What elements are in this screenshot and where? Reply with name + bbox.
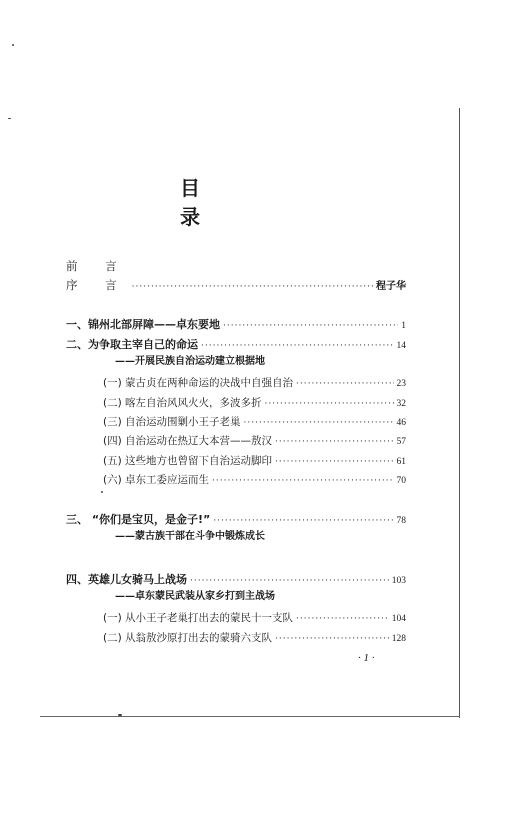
chapter-subtitle: ——卓东蒙民武装从家乡打到主战场: [115, 591, 275, 602]
toc-entry-chapter-2: [66, 337, 406, 353]
toc-entry-section: [103, 395, 406, 411]
scan-speck: [12, 44, 14, 46]
leader-dots: [201, 338, 394, 354]
page-title: 目 录: [180, 176, 234, 229]
toc-page: 103: [391, 576, 406, 586]
leader-dots: [275, 631, 389, 647]
toc-entry-preface: [66, 277, 406, 293]
leader-dots: [275, 454, 393, 470]
toc-entry-section: [103, 472, 406, 488]
page-number: · 1 ·: [358, 652, 375, 664]
toc-entry-section: [103, 375, 406, 391]
toc-page: 128: [391, 634, 406, 644]
toc-entry-section: [103, 630, 406, 646]
scan-speck: [101, 491, 103, 493]
chapter-subtitle: ——开展民族自治运动建立根据地: [115, 356, 265, 367]
toc-entry-section: [103, 433, 406, 449]
toc-page: 46: [396, 418, 406, 428]
leader-dots: [223, 318, 398, 334]
leader-dots: [212, 473, 393, 489]
toc-label: 二、为争取主宰自己的命运: [66, 338, 198, 351]
toc-label: (一) 蒙古贞在两种命运的决战中自强自治: [103, 377, 294, 389]
toc-entry-section: [103, 414, 406, 430]
toc-entry-section: [103, 453, 406, 469]
toc-label: (五) 这些地方也曾留下自治运动脚印: [103, 455, 273, 467]
toc-page: 70: [396, 476, 406, 486]
scan-speck: [8, 118, 11, 119]
toc-label: 前 言: [66, 259, 129, 273]
toc-entry-chapter-4: [66, 572, 406, 588]
toc-page: 23: [396, 379, 406, 389]
toc-label: (二) 喀左自治风风火火，多波多折: [103, 397, 262, 409]
scan-edge-vertical: [459, 108, 460, 718]
leader-dots: [296, 376, 393, 392]
toc-page: 14: [396, 341, 406, 351]
toc-label: (一) 从小王子老巢打出去的蒙民十一支队: [103, 612, 294, 624]
toc-page: 57: [396, 437, 406, 447]
toc-page: 1: [401, 321, 406, 331]
toc-entry-chapter-1: [66, 317, 406, 333]
toc-label: (三) 自治运动围剿小王子老巢: [103, 416, 241, 428]
toc-author: 程子华: [376, 281, 406, 292]
toc-label: 一、锦州北部屏障——卓东要地: [66, 318, 220, 331]
leader-dots: [265, 396, 394, 412]
leader-dots: [296, 611, 389, 627]
toc-label: 序 言: [66, 278, 129, 292]
toc-label: 三、 “你们是宝贝，是金子!”: [66, 513, 211, 526]
toc-entry-section: [103, 610, 406, 626]
toc-label: (四) 自治运动在热辽大本营——敖汉: [103, 435, 273, 447]
toc-label: (六) 卓东工委应运而生: [103, 474, 210, 486]
leader-dots: [275, 434, 393, 450]
toc-entry-foreword: [66, 258, 406, 274]
toc-label: 四、英雄儿女骑马上战场: [66, 573, 187, 586]
scan-edge-horizontal: [40, 716, 460, 717]
leader-dots: [190, 573, 389, 589]
toc-page: 61: [396, 457, 406, 467]
chapter-subtitle: ——蒙古族干部在斗争中锻炼成长: [115, 531, 265, 542]
leader-dots: [244, 415, 394, 431]
toc-page: 32: [396, 399, 406, 409]
toc-label: (二) 从翁敖沙原打出去的蒙骑六支队: [103, 632, 273, 644]
toc-page: 104: [391, 614, 406, 624]
leader-dots: [132, 279, 373, 295]
leader-dots: [213, 513, 393, 529]
scan-speck: [118, 714, 122, 716]
toc-page: 78: [396, 516, 406, 526]
toc-entry-chapter-3: [66, 512, 406, 528]
